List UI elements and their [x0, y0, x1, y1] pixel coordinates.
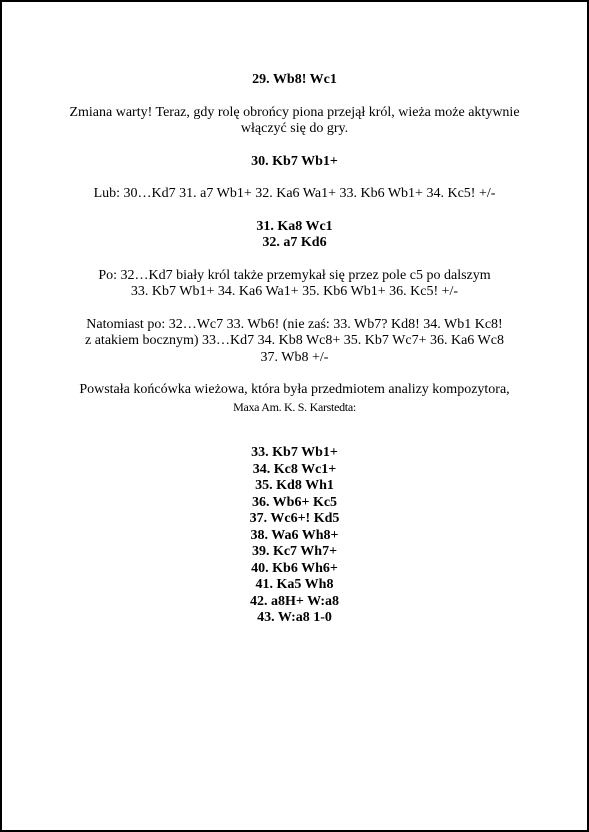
endgame-intro-line-2: Maxa Am. K. S. Karstedta: — [233, 399, 356, 414]
paragraph-guard-change-line-2: włączyć się do gry. — [240, 121, 349, 136]
final-move: 35. Kd8 Wh1 — [255, 478, 334, 493]
endgame-intro-line-1: Powstała końcówka wieżowa, która była przedmiotem analizy kompozytora, — [79, 382, 510, 397]
alternative-line-3: 37. Wb8 +/- — [260, 349, 329, 365]
move-29: 29. Wb8! Wc1 — [252, 72, 337, 87]
paragraph-guard-change-line-1: Zmiana warty! Teraz, gdy rolę obrońcy piona przejął król, wieża może aktywnie — [69, 104, 520, 120]
final-move: 43. W:a8 1-0 — [257, 610, 332, 625]
variation-32-line-2: 33. Kb7 Wb1+ 34. Ka6 Wa1+ 35. Kb6 Wb1+ 36. Kc5! +/- — [130, 284, 459, 299]
final-move: 42. a8H+ W:a8 — [249, 593, 339, 609]
final-move: 37. Wc6+! Kd5 — [249, 511, 340, 526]
alternative-line-1: Natomiast po: 32…Wc7 33. Wb6! (nie zaś: 33. Wb7? Kd8! 34. Wb1 Kc8! — [86, 316, 503, 332]
final-move: 39. Kc7 Wh7+ — [251, 544, 338, 559]
variation-32-line-1: Po: 32…Kd7 biały król także przemykał się przez pole c5 po dalszym — [98, 267, 491, 283]
final-move: 33. Kb7 Wb1+ — [251, 445, 338, 460]
document-content — [2, 72, 587, 627]
move-32: 32. a7 Kd6 — [262, 235, 327, 250]
final-move: 40. Kb6 Wh6+ — [251, 560, 338, 576]
move-30: 30. Kb7 Wb1+ — [251, 153, 338, 169]
final-moves-list — [2, 445, 587, 627]
variation-30: Lub: 30…Kd7 31. a7 Wb1+ 32. Ka6 Wa1+ 33. Kb6 Wb1+ 34. Kc5! +/- — [93, 186, 496, 201]
final-move: 34. Kc8 Wc1+ — [252, 461, 337, 477]
final-move: 41. Ka5 Wh8 — [255, 577, 334, 592]
final-move: 36. Wb6+ Kc5 — [251, 494, 338, 510]
alternative-line-2: z atakiem bocznym) 33…Kd7 34. Kb8 Wc8+ 35. Kb7 Wc7+ 36. Ka6 Wc8 — [85, 333, 504, 348]
final-move: 38. Wa6 Wh8+ — [250, 527, 339, 543]
move-31: 31. Ka8 Wc1 — [256, 218, 333, 234]
